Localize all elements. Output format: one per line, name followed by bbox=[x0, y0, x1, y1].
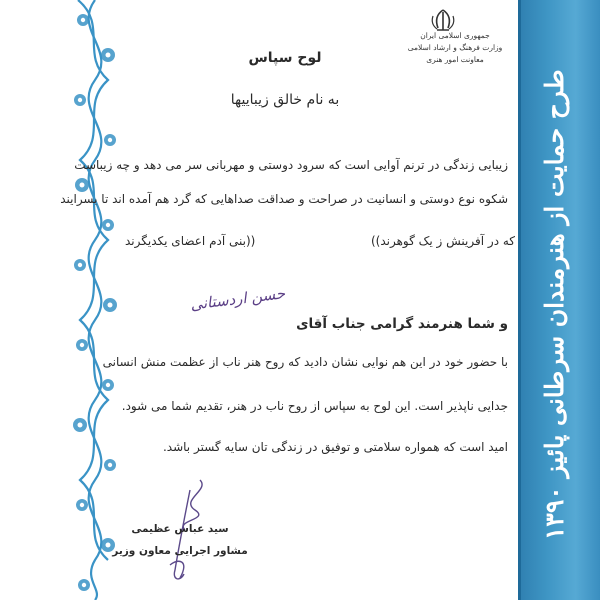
header-line-country: جمهوری اسلامی ایران bbox=[420, 31, 490, 40]
poem-hemistich-right: ((بنی آدم اعضای یکدیگرند bbox=[125, 234, 256, 248]
header-line-department: معاونت امور هنری bbox=[426, 55, 484, 64]
certificate-subtitle: به نام خالق زیباییها bbox=[230, 92, 340, 108]
paragraph2-line3: امید است که همواره سلامتی و توفیق در زندگی تان سایه گستر باشد. bbox=[162, 440, 508, 454]
signer-name: سید عباس عظیمی bbox=[131, 523, 229, 535]
signer-block bbox=[110, 518, 250, 562]
poem-hemistich-left: که در آفرینش ز یک گوهرند)) bbox=[370, 234, 515, 248]
poem-verse bbox=[125, 234, 515, 248]
paragraph2-line2: جدایی ناپذیر است. این لوح به سپاس از روح ناب در هنر، تقدیم شما می شود. bbox=[121, 399, 508, 413]
side-banner-text: طرح حمایت از هنرمندان سرطانی پائیز ۱۳۹۰ bbox=[540, 69, 569, 540]
paragraph2-line1: با حضور خود در این هم نوایی نشان دادید که روح هنر ناب از عظمت منش انسانی bbox=[102, 355, 508, 369]
paragraph1-line2: شکوه نوع دوستی و انسانیت در صراحت و صداقت صداهایی که گرد هم آمده اند تا بسرایند bbox=[60, 192, 508, 206]
honoree-line: و شما هنرمند گرامی جناب آقای bbox=[296, 316, 508, 332]
header-line-ministry: وزارت فرهنگ و ارشاد اسلامی bbox=[407, 43, 503, 52]
certificate-title: لوح سپاس bbox=[248, 50, 322, 66]
left-floral-ornament bbox=[68, 0, 122, 600]
honoree-handwritten-name: حسن اردستانی bbox=[189, 284, 287, 314]
paragraph1-line1: زیبایی زندگی در ترنم آوایی است که سرود دوستی و مهربانی سر می دهد و چه زیباست bbox=[74, 158, 508, 172]
signer-role: مشاور اجرایی معاون وزیر bbox=[112, 545, 248, 557]
